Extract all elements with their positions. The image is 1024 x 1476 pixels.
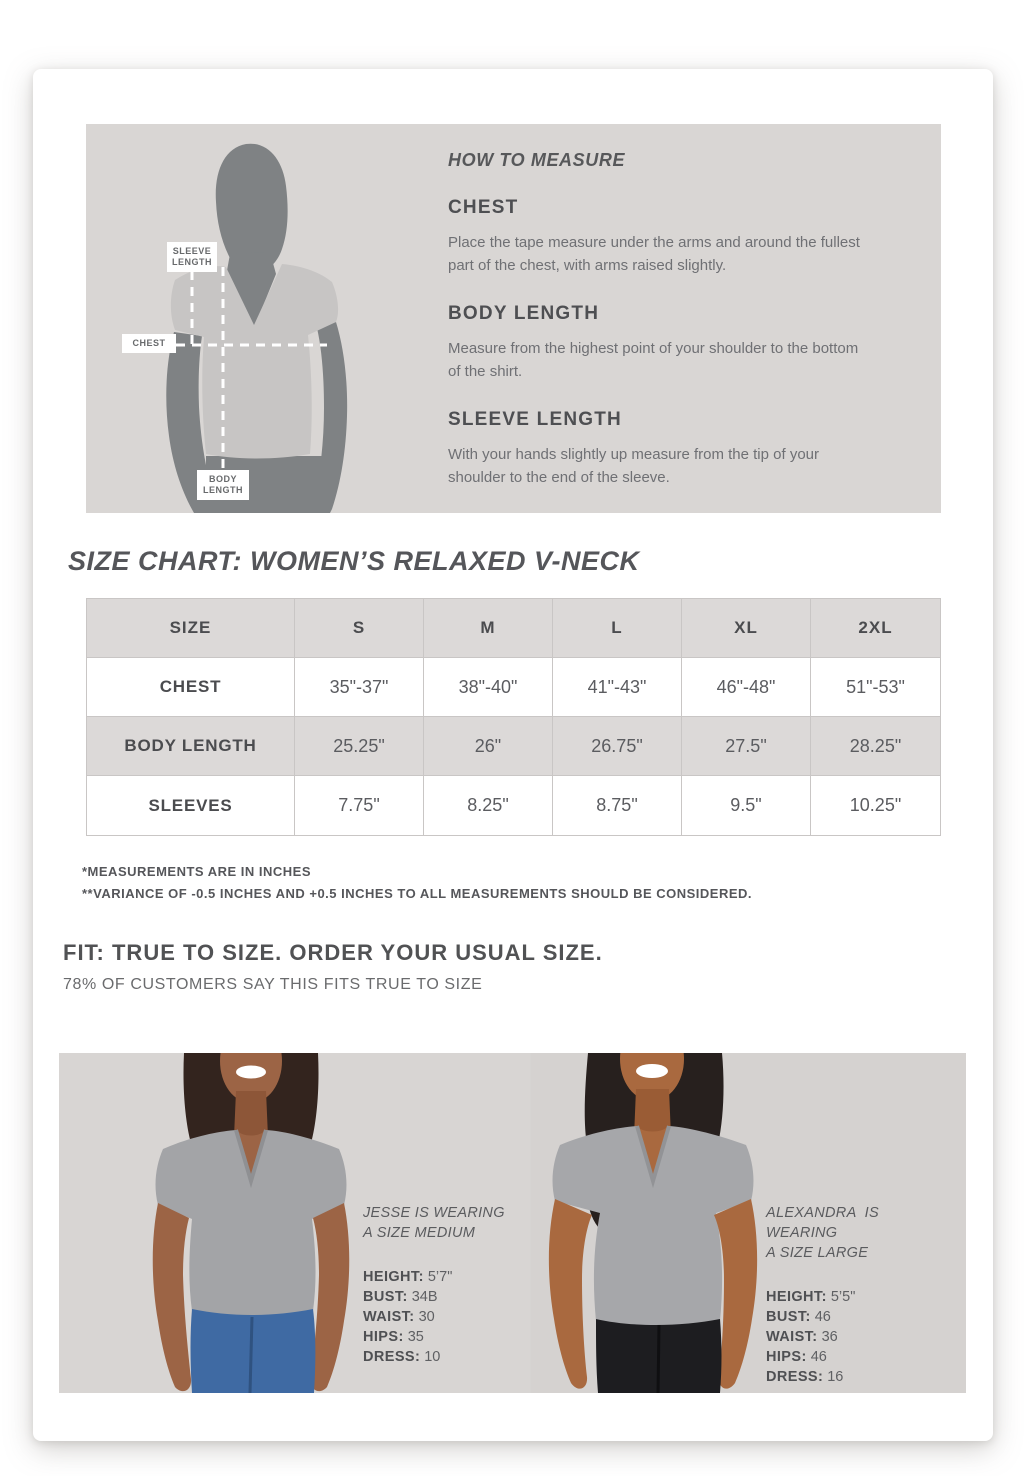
column-header-l: L [553,599,682,658]
jesse-hips-value: 35 [407,1329,424,1345]
note-variance: **VARIANCE OF -0.5 INCHES AND +0.5 INCHES TO ALL MEASUREMENTS SHOULD BE CONSIDERED. [82,886,753,901]
row-label-chest: CHEST [87,658,295,717]
chest-section-body: Place the tape measure under the arms and around the fullest part of the chest, with arms raised slightly. [448,234,860,274]
jesse-waist-label: WAIST: [363,1309,415,1325]
jesse-bust [363,1287,543,1307]
alexandra-stats [766,1287,946,1387]
sleeve-length-section-body: With your hands slightly up measure from the tip of your shoulder to the end of the sleeve. [448,446,820,486]
jesse-stats [363,1267,543,1367]
column-header-s: S [295,599,424,658]
alexandra-hips [766,1347,946,1367]
measurement-diagram-icon [86,124,436,513]
jesse-hips [363,1327,543,1347]
measurement-notes [82,861,752,905]
chest-value-l: 41"-43" [553,658,682,717]
jesse-info-block [363,1203,543,1367]
jesse-waist [363,1307,543,1327]
column-header-m: M [424,599,553,658]
column-header-2xl: 2XL [811,599,940,658]
note-inches: *MEASUREMENTS ARE IN INCHES [82,864,311,879]
chest-label: CHEST [122,334,176,353]
size-chart-table [86,598,941,836]
chest-value-s: 35"-37" [295,658,424,717]
body-length-value-2xl: 28.25" [811,717,940,776]
jesse-dress [363,1347,543,1367]
alexandra-hips-value: 46 [810,1349,827,1365]
column-header-size: SIZE [87,599,295,658]
alexandra-dress-value: 16 [827,1369,844,1385]
body-length-value-m: 26" [424,717,553,776]
fit-subheading: 78% OF CUSTOMERS SAY THIS FITS TRUE TO SIZE [63,976,483,993]
sleeves-value-s: 7.75" [295,776,424,835]
alexandra-caption-line1: ALEXANDRA IS WEARING [766,1205,884,1241]
alexandra-info-block [766,1203,946,1387]
jesse-bust-label: BUST: [363,1289,408,1305]
alexandra-caption-line2: A SIZE LARGE [766,1245,869,1261]
jesse-height [363,1267,543,1287]
body-length-value-s: 25.25" [295,717,424,776]
how-to-measure-panel [86,124,941,513]
sleeve-length-label: SLEEVE LENGTH [167,242,217,272]
jesse-height-value: 5’7" [427,1269,453,1285]
sleeves-value-xl: 9.5" [682,776,811,835]
column-header-xl: XL [682,599,811,658]
sleeves-value-l: 8.75" [553,776,682,835]
jesse-caption-line2: A SIZE MEDIUM [363,1225,476,1241]
measure-instructions [448,150,860,489]
models-photo-panel [59,1053,966,1393]
alexandra-dress-label: DRESS: [766,1369,824,1385]
jesse-height-label: HEIGHT: [363,1269,424,1285]
chest-value-xl: 46"-48" [682,658,811,717]
sleeves-value-2xl: 10.25" [849,795,902,815]
body-length-label: BODY LENGTH [197,470,249,500]
alexandra-bust-value: 46 [814,1309,831,1325]
body-length-value-xl: 27.5" [682,717,811,776]
fit-section [63,940,603,994]
alexandra-waist [766,1327,946,1347]
alexandra-height-value: 5’5" [830,1289,856,1305]
alexandra-waist-label: WAIST: [766,1329,818,1345]
alexandra-dress [766,1367,946,1387]
jesse-caption-line1: JESSE IS WEARING [363,1205,505,1221]
body-length-section-body: Measure from the highest point of your shoulder to the bottom of the shirt. [448,340,859,380]
chest-value-m: 38"-40" [424,658,553,717]
jesse-bust-value: 34B [411,1289,438,1305]
chest-section-heading: CHEST [448,197,519,218]
row-label-sleeves: SLEEVES [87,776,295,835]
chest-value-2xl: 51"-53" [811,658,940,717]
alexandra-bust-label: BUST: [766,1309,811,1325]
sleeve-length-section-heading: SLEEVE LENGTH [448,409,622,430]
body-length-value-l: 26.75" [553,717,682,776]
alexandra-height-label: HEIGHT: [766,1289,827,1305]
size-chart-title: SIZE CHART: WOMEN’S RELAXED V-NECK [68,546,640,576]
body-length-section-heading: BODY LENGTH [448,303,600,324]
row-label-body-length: BODY LENGTH [87,717,295,776]
jesse-hips-label: HIPS: [363,1329,404,1345]
size-guide-card [33,69,993,1441]
alexandra-height [766,1287,946,1307]
jesse-dress-label: DRESS: [363,1349,421,1365]
alexandra-waist-value: 36 [821,1329,838,1345]
alexandra-hips-label: HIPS: [766,1349,807,1365]
jesse-waist-value: 30 [418,1309,435,1325]
how-to-measure-title: HOW TO MEASURE [448,150,626,170]
jesse-dress-value: 10 [424,1349,441,1365]
fit-heading: FIT: TRUE TO SIZE. ORDER YOUR USUAL SIZE. [63,940,603,965]
sleeves-value-m: 8.25" [424,776,553,835]
alexandra-bust [766,1307,946,1327]
